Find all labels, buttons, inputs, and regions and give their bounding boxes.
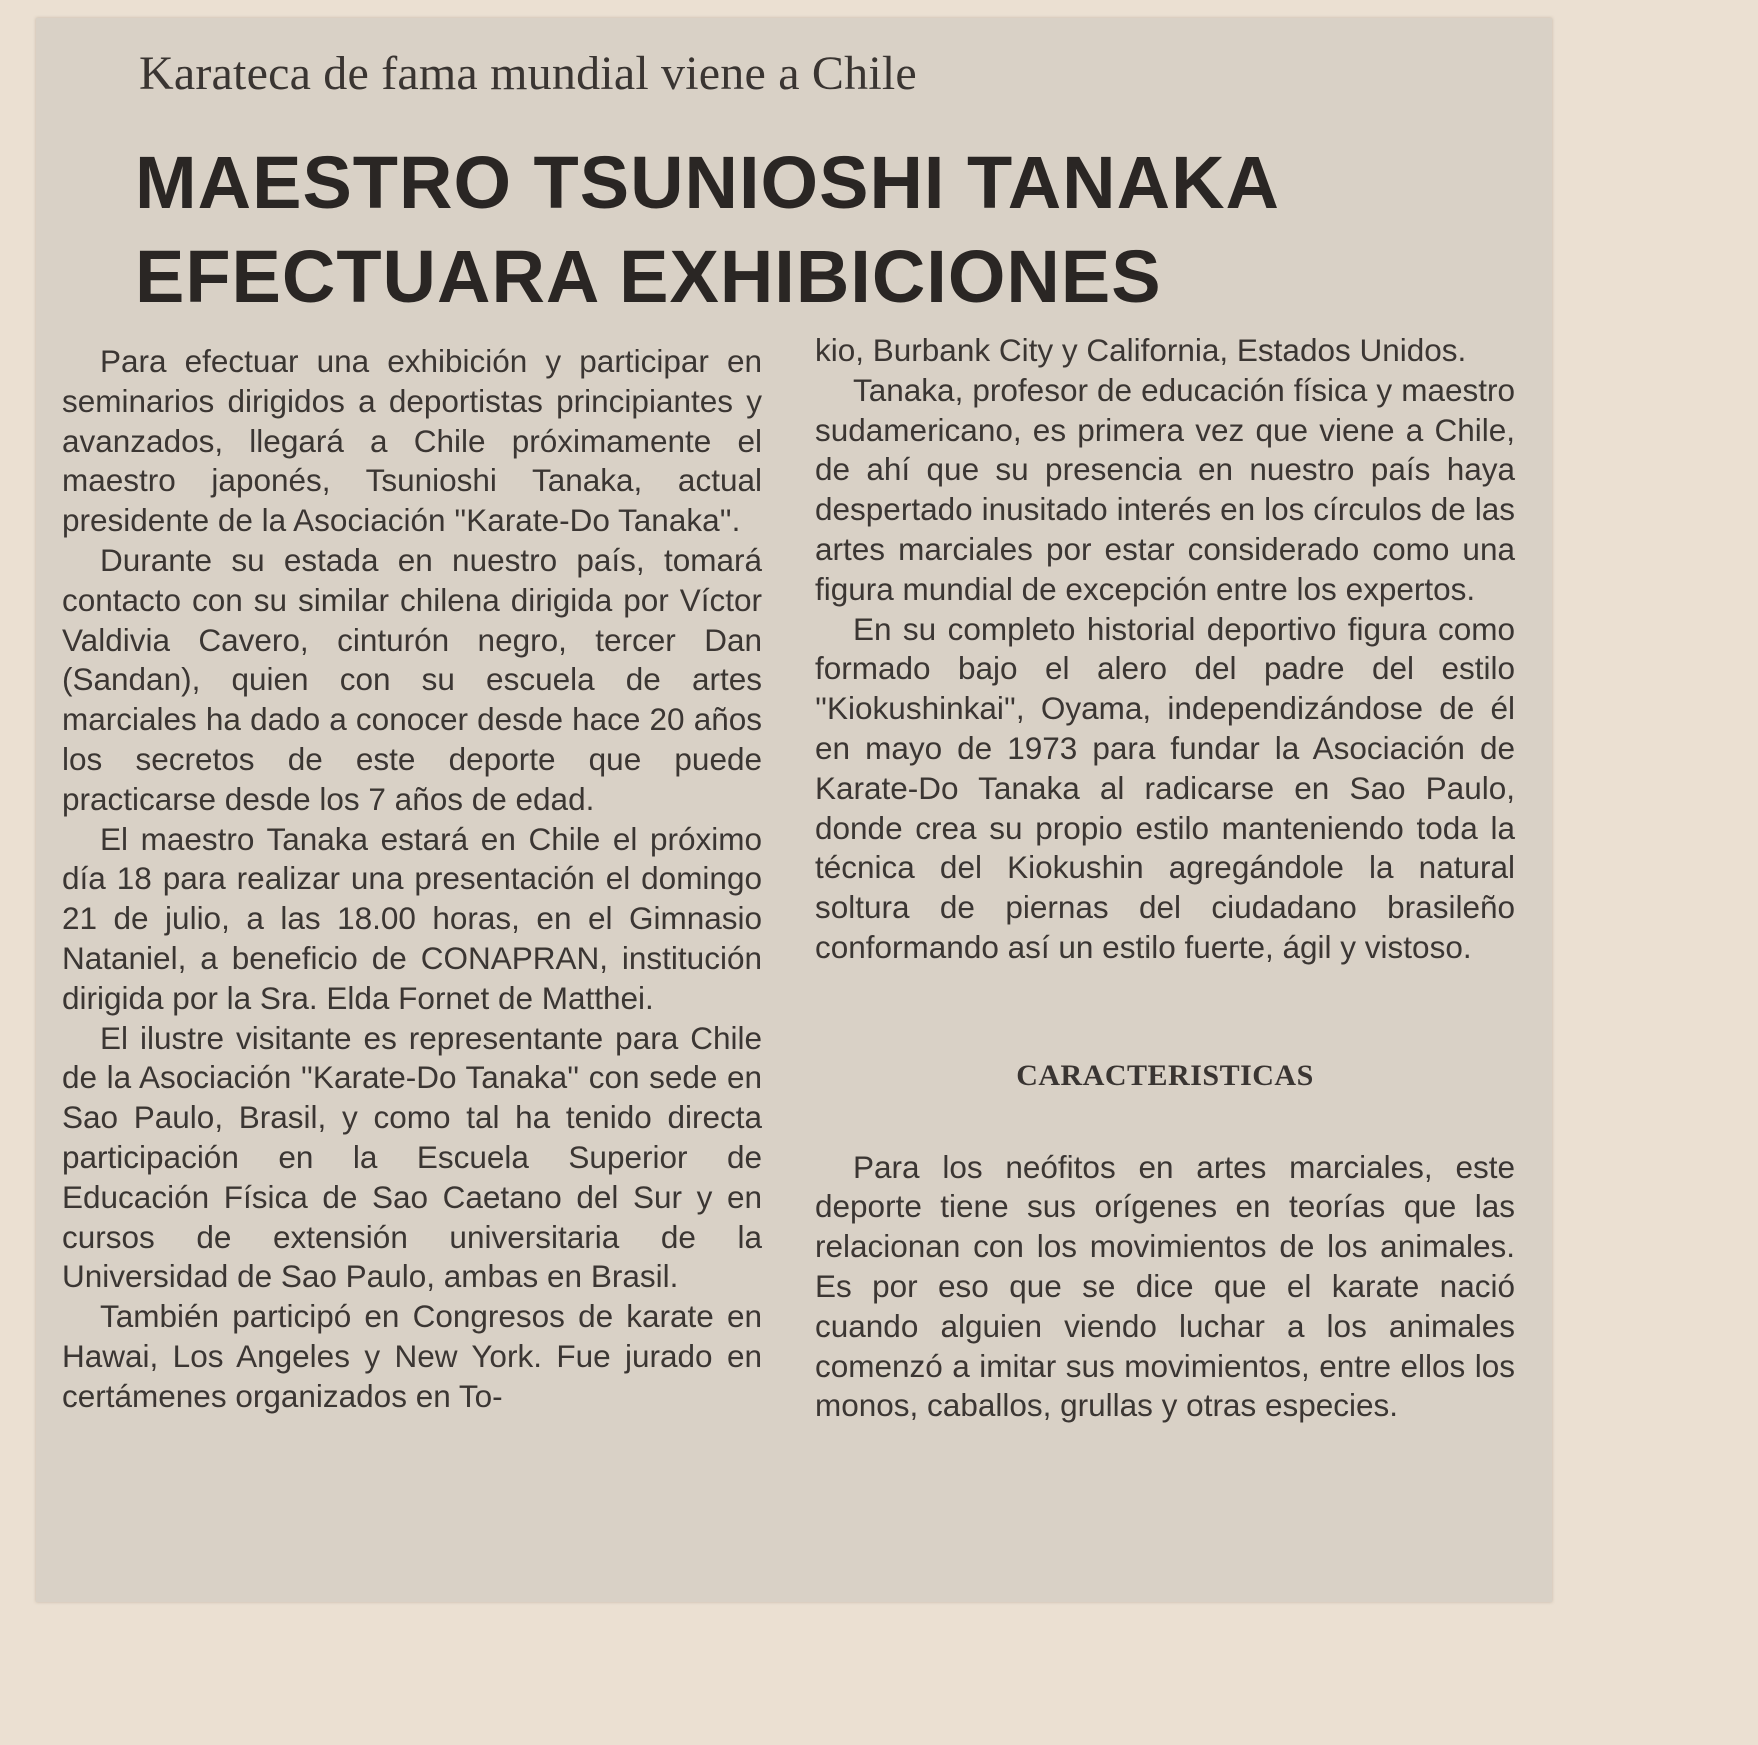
paragraph-continuation: kio, Burbank City y California, Estados Unidos. [815,332,1467,368]
paragraph-characteristics: Para los neófitos en artes marciales, este deporte tiene sus orígenes en teorías que las relacionan con los movimientos de los animales. Es por eso que se dice que el karate nació cuando alguien viendo luchar a los animales comenzó a imitar sus movimientos, entre ellos los monos, caballos, grullas y otras especies. [815,1148,1515,1424]
paragraph-representative: El ilustre visitante es representante para Chile de la Asociación ''Karate-Do Tanaka'' con sede en Sao Paulo, Brasil, y como tal ha tenido directa participación en la Escuela Superior de Educación Física de Sao Caetano del Sur y en cursos de extensión universitaria de la Universidad de Sao Paulo, ambas en Brasil. [62,1019,762,1295]
subhead-gap [815,1096,1515,1148]
section-subhead: CARACTERISTICAS [1016,1058,1314,1092]
paragraph-intro: Para efectuar una exhibición y participar en seminarios dirigidos a deportistas principiantes y avanzados, llegará a Chile próximamente el maestro japonés, Tsunioshi Tanaka, actual presidente de la Asociación ''Karate-Do Tanaka''. [62,343,762,539]
paragraph-stay: Durante su estada en nuestro país, tomará contacto con su similar chilena dirigida por Víctor Valdivia Cavero, cinturón negro, tercer Dan (Sandan), quien con su escuela de artes marciales ha dado a conocer desde hace 20 años los secretos de este deporte que puede practicarse desde los 7 años de edad. [62,541,762,817]
headline-line-1: MAESTRO TSUNIOSHI TANAKA [135,141,1280,224]
paragraph-schedule: El maestro Tanaka estará en Chile el próximo día 18 para realizar una presentación el domingo 21 de julio, a las 18.00 horas, en el Gimnasio Nataniel, a beneficio de CONAPRAN, institución dirigida por la Sra. Elda Fornet de Matthei. [62,820,762,1016]
paragraph-history: En su completo historial deportivo figura como formado bajo el alero del padre del estilo ''Kiokushinkai'', Oyama, independizándose de él en mayo de 1973 para fundar la Asociación de Karate-Do Tanaka al radicarse en Sao Paulo, donde crea su propio estilo manteniendo toda la técnica del Kiokushin agregándole la natural soltura de piernas del ciudadano brasileño conformando así un estilo fuerte, ágil y vistoso. [815,610,1515,965]
right-column [815,331,1515,1426]
section-gap [815,968,1515,1056]
paragraph-congresses: También participó en Congresos de karate en Hawai, Los Angeles y New York. Fue jurado en certámenes organizados en To- [62,1298,762,1414]
article-kicker: Karateca de fama mundial viene a Chile [139,47,917,100]
left-column [62,342,762,1417]
article-headline [135,136,1335,324]
paragraph-profile: Tanaka, profesor de educación física y maestro sudamericano, es primera vez que viene a Chile, de ahí que su presencia en nuestro país haya despertado inusitado interés en los círculos de las artes marciales por estar considerado como una figura mundial de excepción entre los expertos. [815,371,1515,607]
headline-line-2: EFECTUARA EXHIBICIONES [135,235,1162,318]
